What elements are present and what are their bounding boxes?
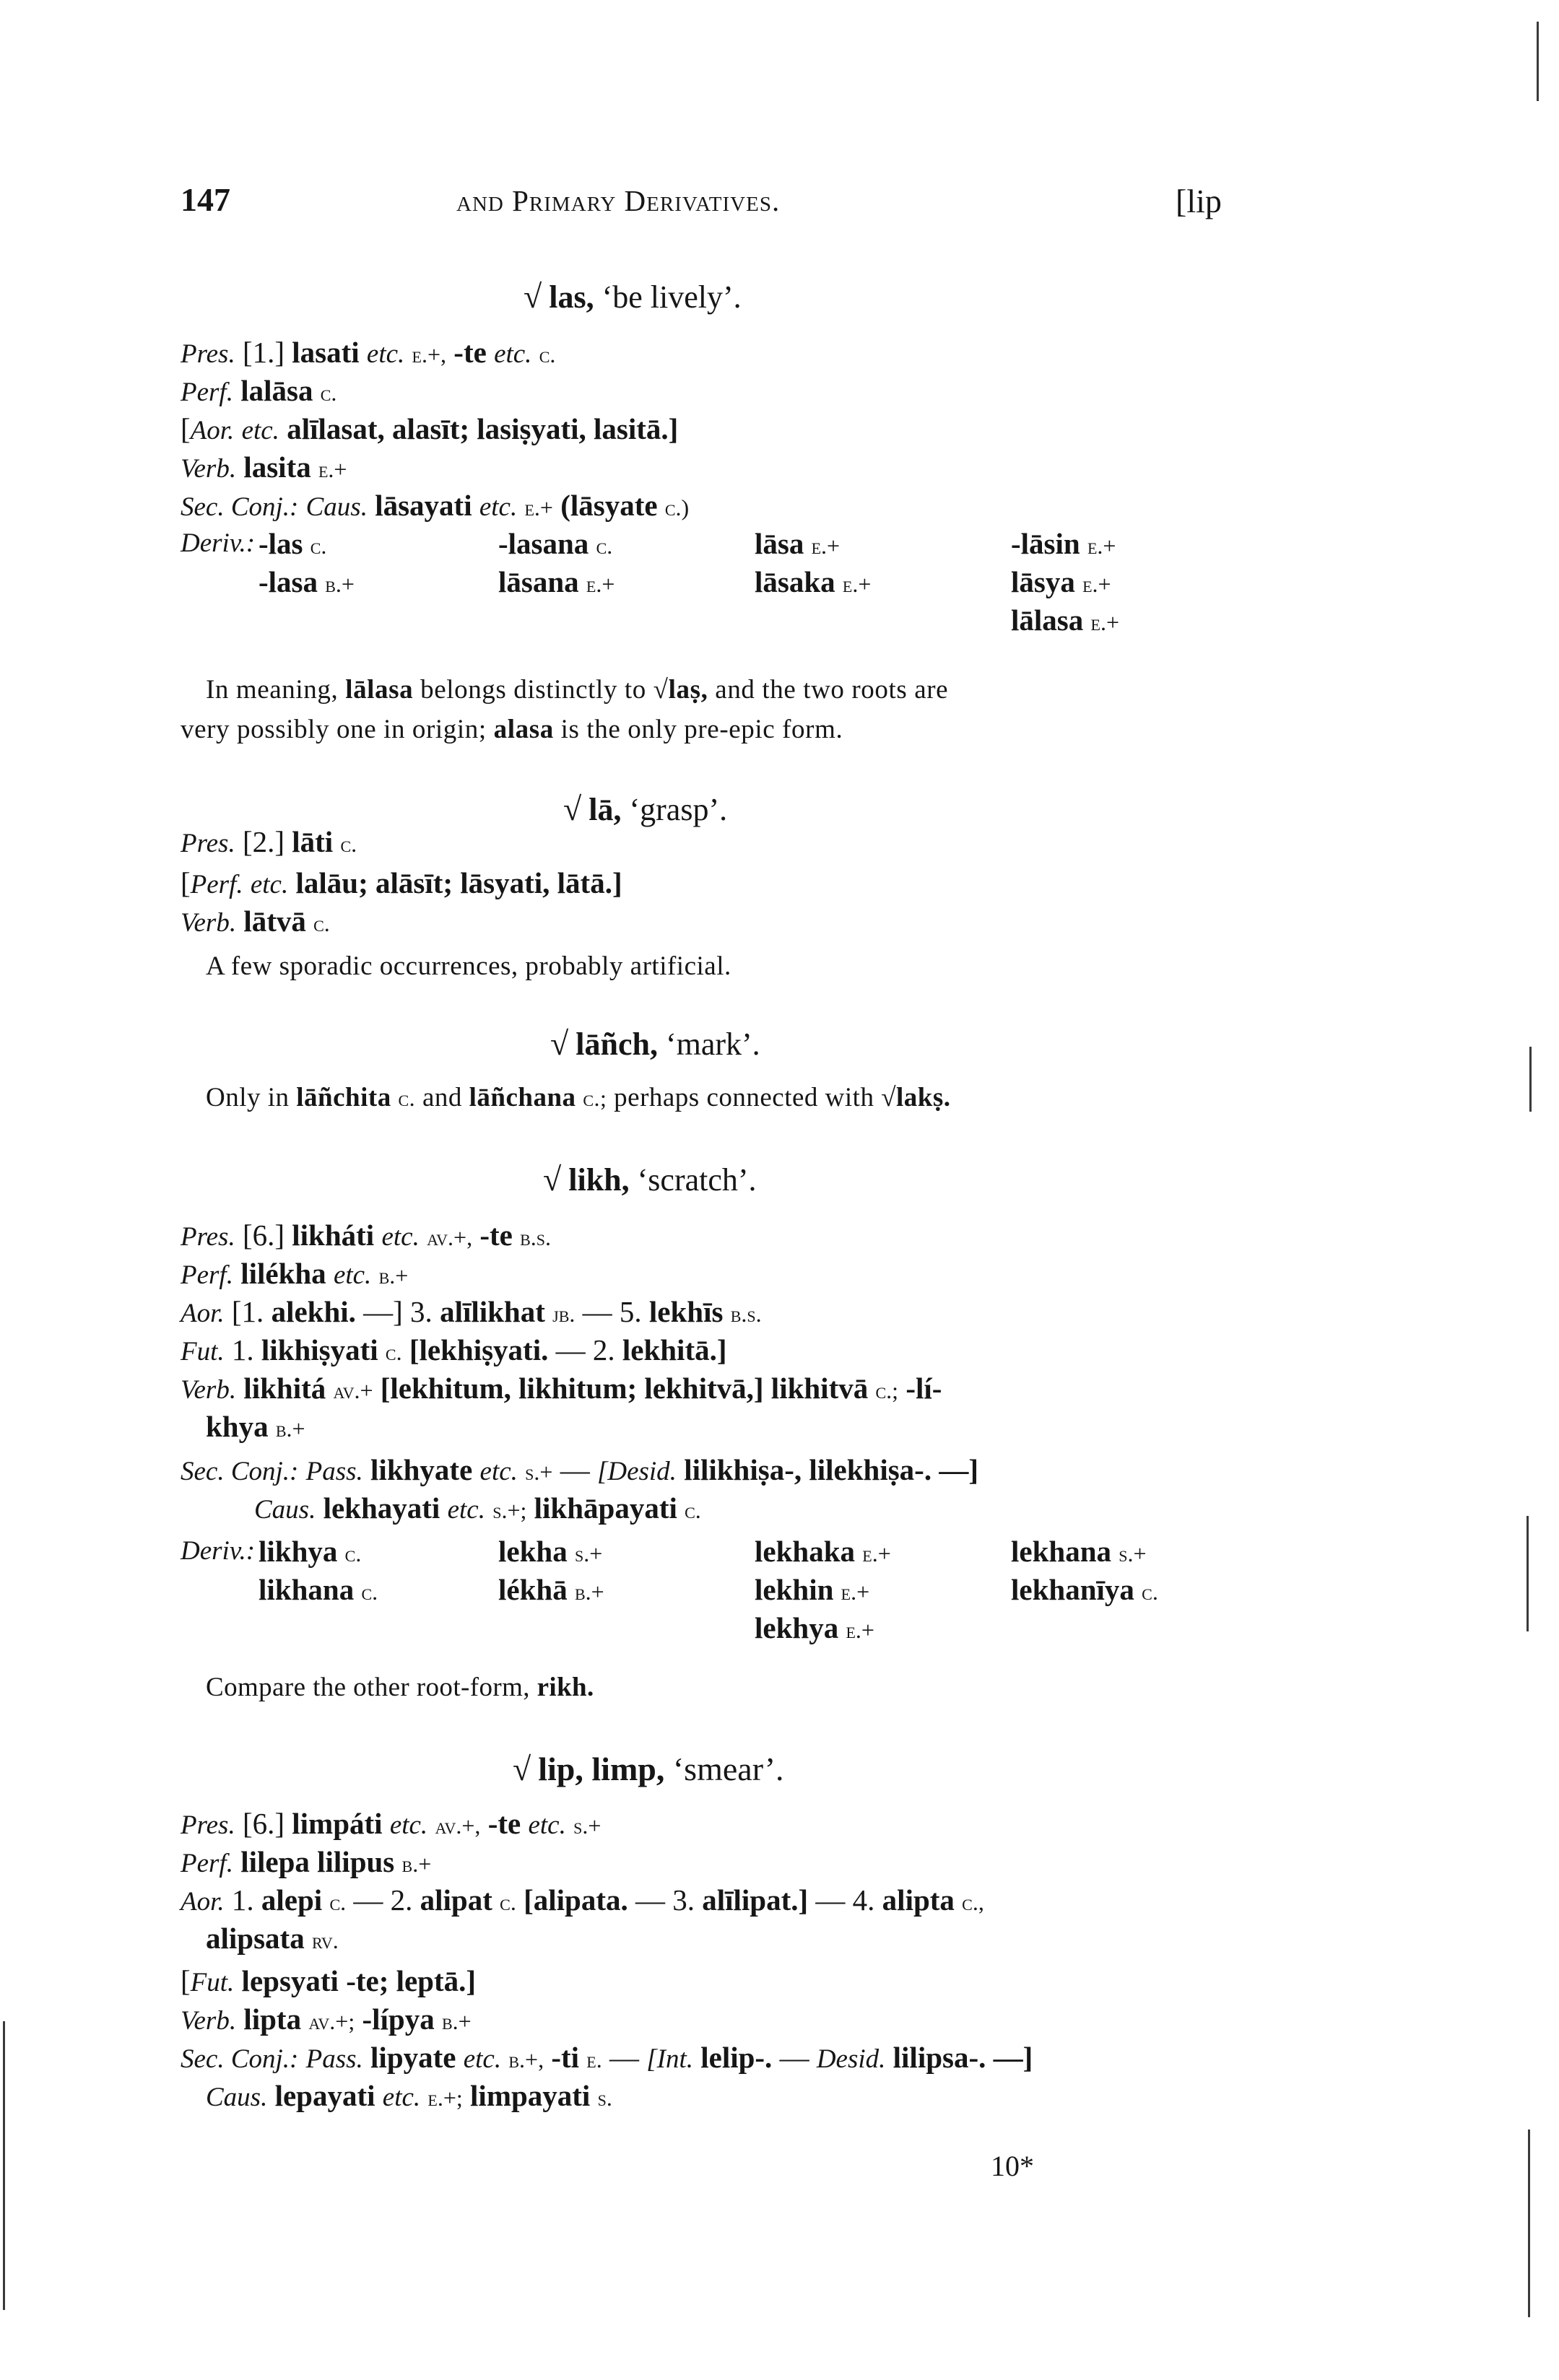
likh-deriv-item: lekhanīya c.	[1011, 1573, 1158, 1606]
lip-verb-line: Verb. lipta av.+; -lípya b.+	[181, 2002, 472, 2036]
guide-word: [lip	[1176, 183, 1222, 219]
las-deriv-item: lāsa e.+	[755, 527, 841, 560]
radical-sign-icon: √	[513, 1751, 531, 1787]
lanch-note: Only in lāñchita c. and lāñchana c.; perhaps connected with √lakṣ.	[206, 1083, 951, 1112]
las-pres-line: Pres. [1.] lasati etc. e.+, -te etc. c.	[181, 336, 556, 369]
las-deriv-item: -lasa b.+	[259, 565, 355, 598]
la-pres-line: Pres. [2.] lāti c.	[181, 825, 357, 858]
las-note-line: In meaning, lālasa belongs distinctly to √laṣ, and the two roots are	[206, 675, 949, 705]
las-deriv-item: lālasa e.+	[1011, 603, 1119, 637]
likh-note: Compare the other root-form, rikh.	[206, 1673, 594, 1702]
scan-edge-mark	[1527, 1516, 1529, 1631]
scan-edge-mark	[1529, 1047, 1532, 1112]
likh-deriv-item: likhya c.	[259, 1535, 362, 1568]
likh-verb-cont: khya b.+	[206, 1410, 305, 1443]
lip-perf-line: Perf. lilepa lilipus b.+	[181, 1845, 432, 1878]
likh-fut-line: Fut. 1. likhiṣyati c. [lekhiṣyati. — 2. lekhitā.]	[181, 1333, 727, 1366]
lip-fut-line: [Fut. lepsyati -te; leptā.]	[181, 1964, 477, 1997]
root-heading-lip: √ lip, limp, ‘smear’.	[513, 1751, 784, 1787]
root-heading-la: √ lā, ‘grasp’.	[563, 790, 728, 827]
signature-mark: 10*	[991, 2150, 1034, 2182]
scan-edge-mark	[1528, 2130, 1530, 2317]
likh-deriv-item: lekhin e.+	[755, 1573, 870, 1606]
likh-deriv-item: lekhana s.+	[1011, 1535, 1147, 1568]
radical-sign-icon: √	[653, 675, 669, 705]
likh-deriv-item: lekhaka e.+	[755, 1535, 891, 1568]
radical-sign-icon: √	[550, 1025, 569, 1062]
radical-sign-icon: √	[881, 1083, 897, 1112]
la-perf-line: [Perf. etc. lalāu; alāsīt; lāsyati, lātā.]	[181, 866, 622, 899]
likh-deriv-label: Deriv.:	[181, 1536, 256, 1566]
las-note-line: very possibly one in origin; alasa is the only pre-epic form.	[181, 715, 843, 744]
running-title: and Primary Derivatives.	[456, 184, 781, 217]
la-note: A few sporadic occurrences, probably artificial.	[206, 951, 731, 981]
likh-secconj-line: Sec. Conj.: Pass. likhyate etc. s.+ — [Desid. lilikhiṣa-, lilekhiṣa-. —]	[181, 1453, 978, 1486]
radical-sign-icon: √	[543, 1161, 562, 1198]
likh-deriv-item: lekhya e.+	[755, 1611, 874, 1644]
lip-aor-line: Aor. 1. alepi c. — 2. alipat c. [alipata. — 3. alīlipat.] — 4. alipta c.,	[181, 1883, 984, 1917]
lip-secconj-line: Sec. Conj.: Pass. lipyate etc. b.+, -ti e. — [Int. lelip-. — Desid. lilipsa-. —]	[181, 2041, 1033, 2074]
likh-aor-line: Aor. [1. alekhi. —] 3. alīlikhat jb. — 5. lekhīs b.s.	[181, 1295, 762, 1328]
root-heading-lanch: √ lāñch, ‘mark’.	[550, 1025, 760, 1062]
lip-pres-line: Pres. [6.] limpáti etc. av.+, -te etc. s.+	[181, 1807, 602, 1840]
likh-deriv-item: lékhā b.+	[498, 1573, 604, 1606]
la-verb-line: Verb. lātvā c.	[181, 905, 330, 938]
las-deriv-item: lāsaka e.+	[755, 565, 872, 598]
las-deriv-item: lāsya e.+	[1011, 565, 1111, 598]
lip-aor-cont: alipsata rv.	[206, 1922, 339, 1955]
root-heading-las: √ las, ‘be lively’.	[524, 278, 742, 315]
likh-perf-line: Perf. lilékha etc. b.+	[181, 1257, 409, 1290]
scan-edge-mark	[3, 2021, 5, 2310]
likh-caus-line: Caus. lekhayati etc. s.+; likhāpayati c.	[254, 1491, 701, 1525]
likh-deriv-item: likhana c.	[259, 1573, 378, 1606]
las-aor-line: [Aor. etc. alīlasat, alasīt; lasiṣyati, lasitā.]	[181, 412, 679, 445]
root-heading-likh: √ likh, ‘scratch’.	[543, 1161, 757, 1198]
las-deriv-label: Deriv.:	[181, 528, 256, 558]
las-deriv-item: -lāsin e.+	[1011, 527, 1116, 560]
likh-pres-line: Pres. [6.] likháti etc. av.+, -te b.s.	[181, 1219, 552, 1252]
las-verb-line: Verb. lasita e.+	[181, 450, 347, 484]
scan-edge-mark	[1537, 22, 1539, 101]
las-secconj-line: Sec. Conj.: Caus. lāsayati etc. e.+ (lāsyate c.)	[181, 489, 690, 522]
lip-caus-line: Caus. lepayati etc. e.+; limpayati s.	[206, 2079, 612, 2112]
page-number: 147	[181, 181, 230, 218]
likh-deriv-item: lekha s.+	[498, 1535, 603, 1568]
las-perf-line: Perf. lalāsa c.	[181, 374, 337, 407]
las-deriv-item: -las c.	[259, 527, 327, 560]
likh-verb-line: Verb. likhitá av.+ [lekhitum, likhitum; lekhitvā,] likhitvā c.; -lí-	[181, 1372, 942, 1405]
las-deriv-item: lāsana e.+	[498, 565, 615, 598]
radical-sign-icon: √	[524, 278, 542, 315]
las-deriv-item: -lasana c.	[498, 527, 613, 560]
radical-sign-icon: √	[563, 790, 582, 827]
